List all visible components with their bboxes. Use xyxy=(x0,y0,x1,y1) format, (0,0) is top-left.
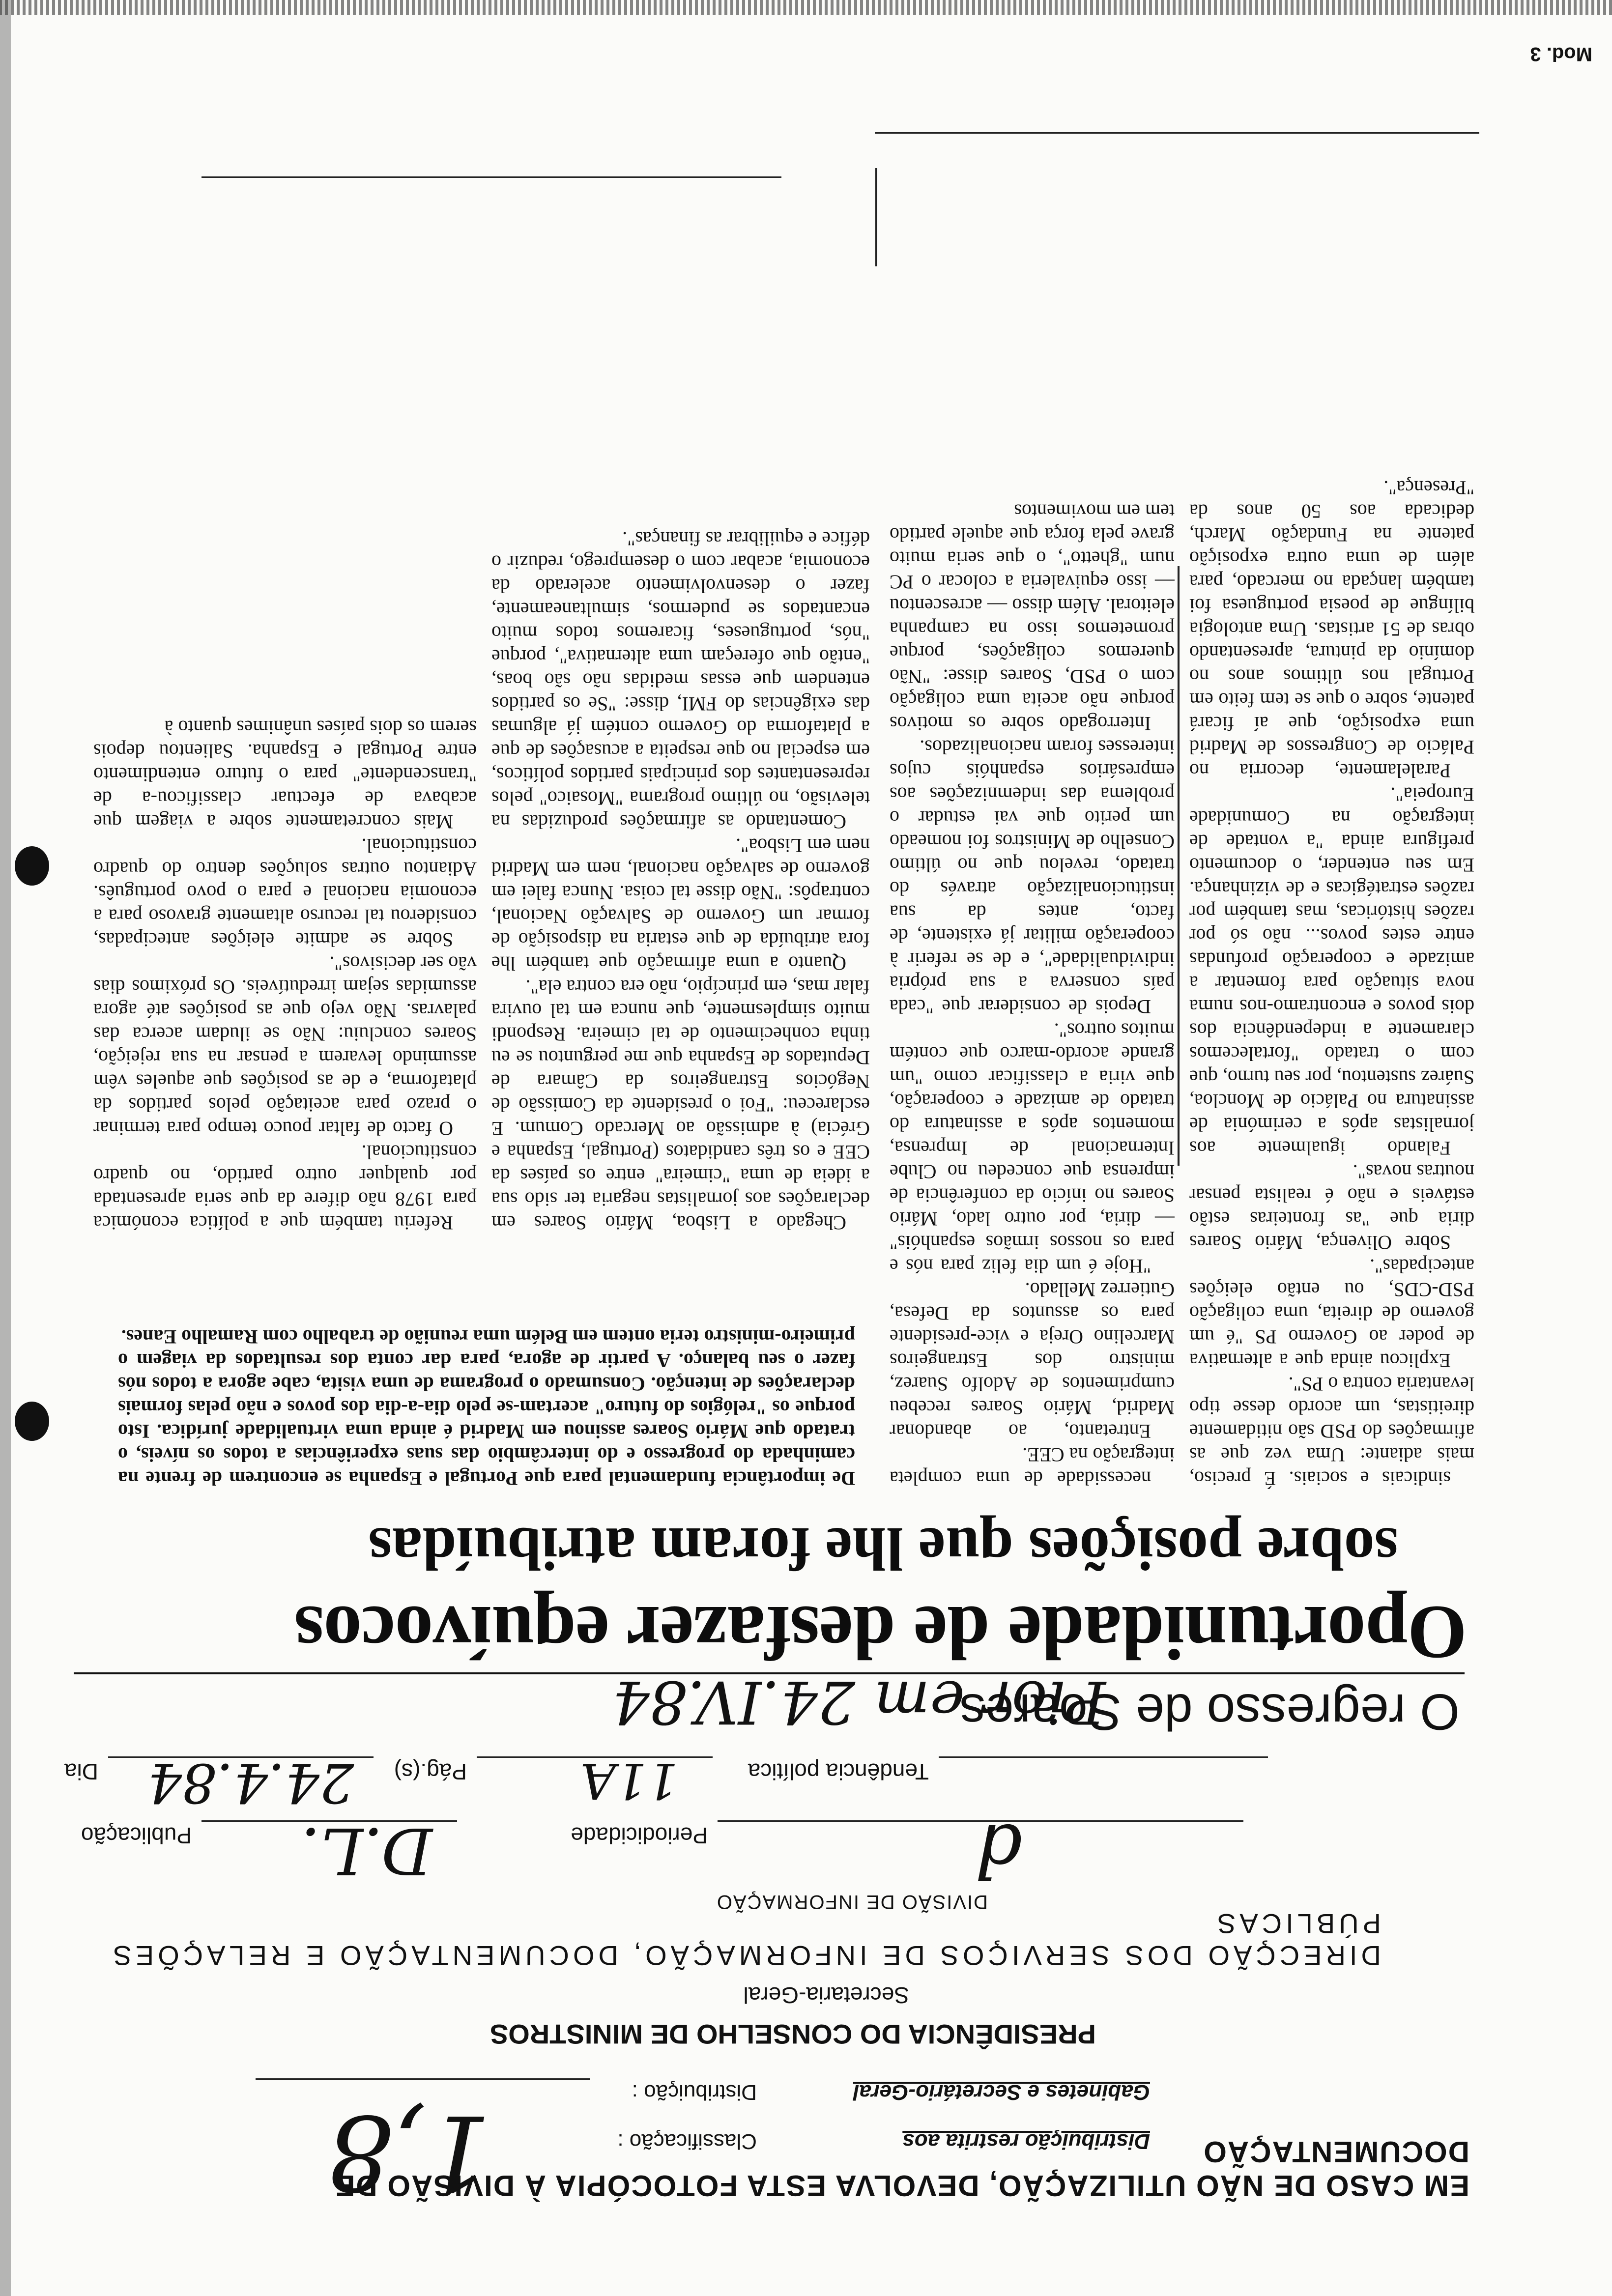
punch-hole xyxy=(15,1402,49,1441)
column-paragraph: Explicou ainda que a alternativa de poder ao Governo PS "é um governo de direita, uma coligação PSD-CDS, ou então eleições antecipadas". xyxy=(1189,1255,1474,1372)
bottom-rule-left xyxy=(875,132,1479,134)
division-heading: DIVISÃO DE INFORMAÇÃO xyxy=(716,1891,988,1913)
periodicity-handwritten: d xyxy=(975,1808,1022,1893)
column-paragraph: necessidade de uma completa integração na CEE. xyxy=(890,1444,1175,1490)
headline-line-2: sobre posições que lhe foram atribuídas xyxy=(368,1515,1398,1582)
article-column-1b xyxy=(93,261,477,1234)
pages-handwritten: 11A xyxy=(580,1752,678,1809)
distribution-label: Distribuição : xyxy=(632,2080,757,2104)
column-paragraph: Paralelamente, decorria no Palácio de Congressos de Madrid uma exposição, que aí ficará patente, sobre o que se tem feito em Portugal nos últimos anos no domínio da pintura, apresentando obras de 51 artistas. Uma antologia bilíngue de poesia portuguesa foi também lançada no mercado, para além de uma outra exposição patente na Fundação March, dedicada aos 50 anos da "Presença". xyxy=(1189,477,1474,782)
form-model-number: Mod. 3 xyxy=(1530,43,1592,65)
return-notice: EM CASO DE NÃO UTILIZAÇÃO, DEVOLVA ESTA FOTOCÓPIA À DIVISÃO DE DOCUMENTAÇÃO xyxy=(334,2135,1469,2202)
article-column-2 xyxy=(890,124,1175,1490)
day-handwritten: 24.4.84 xyxy=(147,1751,354,1814)
day-label: Dia xyxy=(64,1759,98,1784)
headline-line-1: Oportunidade de desfazer equívocos xyxy=(294,1590,1467,1675)
column-paragraph: Sobre Olivença, Mário Soares diria que "as fronteiras estão estáveis e não é realista pensar noutras novas". xyxy=(1189,1161,1474,1254)
column-paragraph: Comentando as afirmações produzidas na televisão, no último programa "Mosaico" pelos representantes dos principais partidos políticos, em especial no que respeita a acusações de que a plataforma do Governo contém já algumas das exigências do FMI, disse: "Se os partidos entendem que essas medidas não são boas, "então que ofereçam uma alternativa", porque "nós, portugueses, ficaremos todos muito encantados se pudermos, simultaneamente, fazer o desenvolvimento acelerado da economia, acabar com o desemprego, reduzir o défice e equilibrar as finanças". xyxy=(491,528,870,833)
pages-label: Pág.(s) xyxy=(394,1759,467,1784)
column-paragraph: Falando igualmente aos jornalistas após a cerimónia de assinatura no Palácio de Moncloa, Suárez sustentou, por seu turno, que com o tratado "fortalecemos claramente a independência dos dois povos e encontramo-nos numa nova situação para fomentar a amizade e cooperação profundas entre estes povos... não só por razões históricas, mas também por razões estratégicas e de vizinhança. Em seu entender, o documento prefigura ainda "a vontade de integração na Comunidade Europeia". xyxy=(1189,783,1474,1159)
column-paragraph: sindicais e sociais. É preciso, mais adiante: Uma vez que as afirmações do PSD são nitidamente direitistas, um acordo desse tipo levantaria contra o PS". xyxy=(1189,1373,1474,1490)
column-paragraph: Sobre se admite eleições antecipadas, considerou tal recurso altamente gravoso para a economia nacional e para o povo português. Adiantou outras soluções dentro do quadro constitucional. xyxy=(93,834,477,951)
presidency-heading: PRESIDÊNCIA DO CONSELHO DE MINISTROS xyxy=(489,2019,1096,2050)
article-lead: De importância fundamental para que Portugal e Espanha se encontrem de frente na caminhada do progresso e do intercâmbio das suas experiências a todos os níveis, o tratado que Mário Soares assinou em Madrid é ainda uma virtualidade jurídica. Isto porque os "relógios do futuro" acertam-se pelo dia-a-dia dos povos e não pelas formais declarações de intenção. Consumado o programa de uma visita, cabe agora a todos nós fazer o seu balanço. A partir de agora, para dar conta dos resultados da viagem o primeiro-ministro teria ontem em Belém uma reunião de trabalho com Ramalho Eanes. xyxy=(118,1326,855,1490)
bottom-rule xyxy=(202,176,781,178)
punch-hole xyxy=(15,846,49,886)
article-column-3 xyxy=(1189,124,1474,1490)
article-column-1a xyxy=(491,222,870,1234)
periodicity-label: Periodicidade xyxy=(571,1823,708,1848)
distribution-restricted: Distribuição restrita aos xyxy=(902,2129,1150,2153)
classification-handwritten: 1,8 xyxy=(327,2092,491,2212)
classification-label: Classificação : xyxy=(617,2129,757,2153)
handwritten-source-note: Pior em 24.IV.84 xyxy=(612,1667,1106,1736)
scan-top-border xyxy=(0,0,1612,15)
directorate-heading: DIRECÇÃO DOS SERVIÇOS DE INFORMAÇÃO, DOCUMENTAÇÃO E RELAÇÕES PÚBLICAS xyxy=(109,1908,1381,1971)
column-paragraph: O facto de faltar pouco tempo para terminar o prazo para aceitação pelos partidos da plataforma, e de as posições que aqueles vêm assumindo levarem a pensar na sua rejeição, Soares concluiu: Não se iludam acerca das palavras. Não vejo que as posições até agora assumidas sejam irredutíveis. Os próximos dias vão ser decisivos". xyxy=(93,952,477,1140)
column-divider xyxy=(875,168,877,266)
column-paragraph: Interrogado sobre os motivos porque não aceita uma coligação com o PSD, Soares disse: "Não queremos coligações, porque prometemos isso na campanha eleitoral. Além disso — acrescentou — isso equivaleria a colocar o PC num "ghetto", o que seria muito grave pela força que aquele partido tem em movimentos xyxy=(890,500,1175,735)
column-paragraph: "Hoje é um dia feliz para nós e para os nossos irmãos espanhóis" — diria, por outro lado, Mário Soares no início da conferência de imprensa que concedeu no Clube Internacional de Imprensa, momentos após a assinatura do tratado de amizade e cooperação, que viria a classificar como "um grande acordo-marco que contém muitos outros". xyxy=(890,1019,1175,1277)
column-paragraph: Depois de considerar que "cada país conserva a sua própria individualidade", e de se referir à cooperação militar já existente, de facto, antes da sua institucionalização através do tratado, revelou que no último Conselho de Ministros foi nomeado um perito que vai estudar o problema das indemnizações aos empresários espanhóis cujos interesses foram nacionalizados. xyxy=(890,736,1175,1018)
cabinets-label: Gabinetes e Secretário-Geral xyxy=(853,2080,1150,2104)
tendency-label: Tendência política xyxy=(748,1759,929,1784)
column-paragraph: Quanto a uma afirmação que também lhe fora atribuída de que estaria na disposição de formar um Governo de Salvação Nacional, contrapôs: "Não disse tal coisa. Nunca falei em governo de salvação nacional, nem em Madrid nem em Lisboa". xyxy=(491,834,870,975)
column-paragraph: Chegado a Lisboa, Mário Soares em declarações aos jornalistas negaria ter sido sua a ideia de uma "cimeira" entre os países da CEE e os três candidatos (Portugal, Espanha e Grécia) à admissão ao Mercado Comum. E esclareceu: "Foi o presidente da Comissão de Negócios Estrangeiros da Câmara de Deputados de Espanha que me perguntou se eu tinha conhecimento de tal cimeira. Respondi muito simplesmente, que nunca em tal ouvira falar mas, em princípio, não era contra ela". xyxy=(491,976,870,1234)
column-paragraph: Mais concretamente sobre a viagem que acabava de efectuar classificou-a de "transcendente" para o futuro entendimento entre Portugal e Espanha. Salientou depois serem os dois países unânimes quanto à xyxy=(93,717,477,833)
publication-handwritten: D.L. xyxy=(300,1813,432,1888)
secretariat-heading: Secretaria-Geral xyxy=(743,1982,909,2008)
column-paragraph: Entretanto, ao abandonar Madrid, Mário Soares recebeu cumprimentos de Adolfo Suarez, ministro dos Estrangeiros Marcelino Oreja e vice-presidente para os assuntos da Defesa, Gutierrez Mellado. xyxy=(890,1279,1175,1442)
article-kicker: O regresso de Soares xyxy=(959,1683,1460,1740)
tendency-rule xyxy=(939,1756,1268,1758)
column-paragraph: Referiu também que a política económica para 1978 não difere da que seria apresentada por qualquer outro partido, no quadro constitucional. xyxy=(93,1141,477,1234)
distribution-rule xyxy=(256,2078,590,2080)
publication-label: Publicação xyxy=(81,1823,192,1848)
column-divider xyxy=(1178,566,1180,1166)
